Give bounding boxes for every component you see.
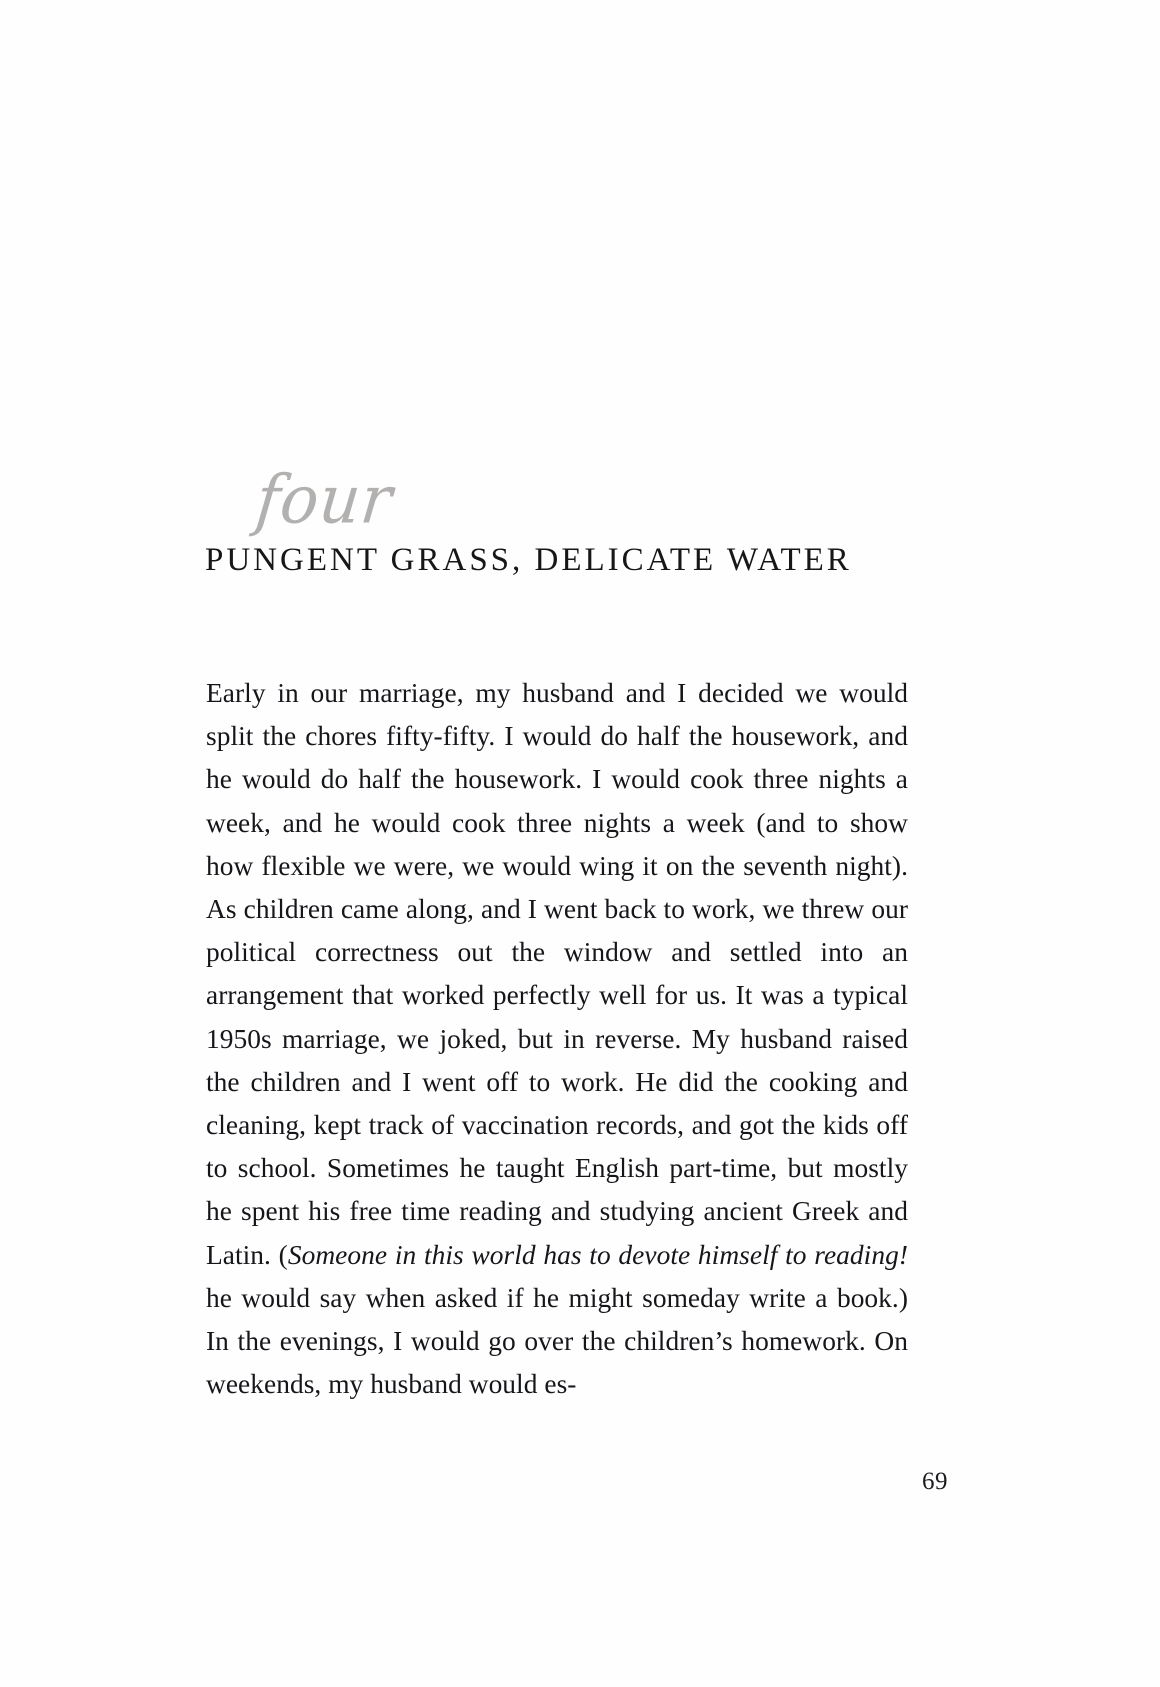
paragraph-1-segment-roman-lead: Early in our marriage, my husband and I decided we would split the chores fifty-fifty. I would do half the housework, and he would do half the housework. I would cook three nights a week, and he would cook three nights a week (and to show how flexible we were, we would wing it on the seventh night). As children came along, and I went back to work, we threw our political correctness out the window and settled into an arrangement that worked perfectly well for us. It was a typical 1950s marriage, we joked, but in reverse. My husband raised the children and I went off to work. He did the cooking and cleaning, kept track of vaccination records, and got the kids off to school. Sometimes he taught English part-time, but mostly he spent his free time reading and studying ancient Greek and Latin. ( bbox=[206, 678, 908, 1270]
chapter-number-script: four bbox=[252, 460, 397, 539]
body-text-block bbox=[206, 672, 908, 1406]
paragraph-1 bbox=[206, 672, 908, 1406]
chapter-title: PUNGENT GRASS, DELICATE WATER bbox=[205, 542, 852, 578]
paragraph-1-segment-roman-tail: he would say when asked if he might someday write a book.) In the evenings, I would go over the children’s homework. On weekends, my husband would es- bbox=[206, 1282, 908, 1400]
page-number: 69 bbox=[922, 1468, 948, 1495]
paragraph-1-segment-italic-quote: Someone in this world has to devote himself to reading! bbox=[287, 1239, 908, 1270]
